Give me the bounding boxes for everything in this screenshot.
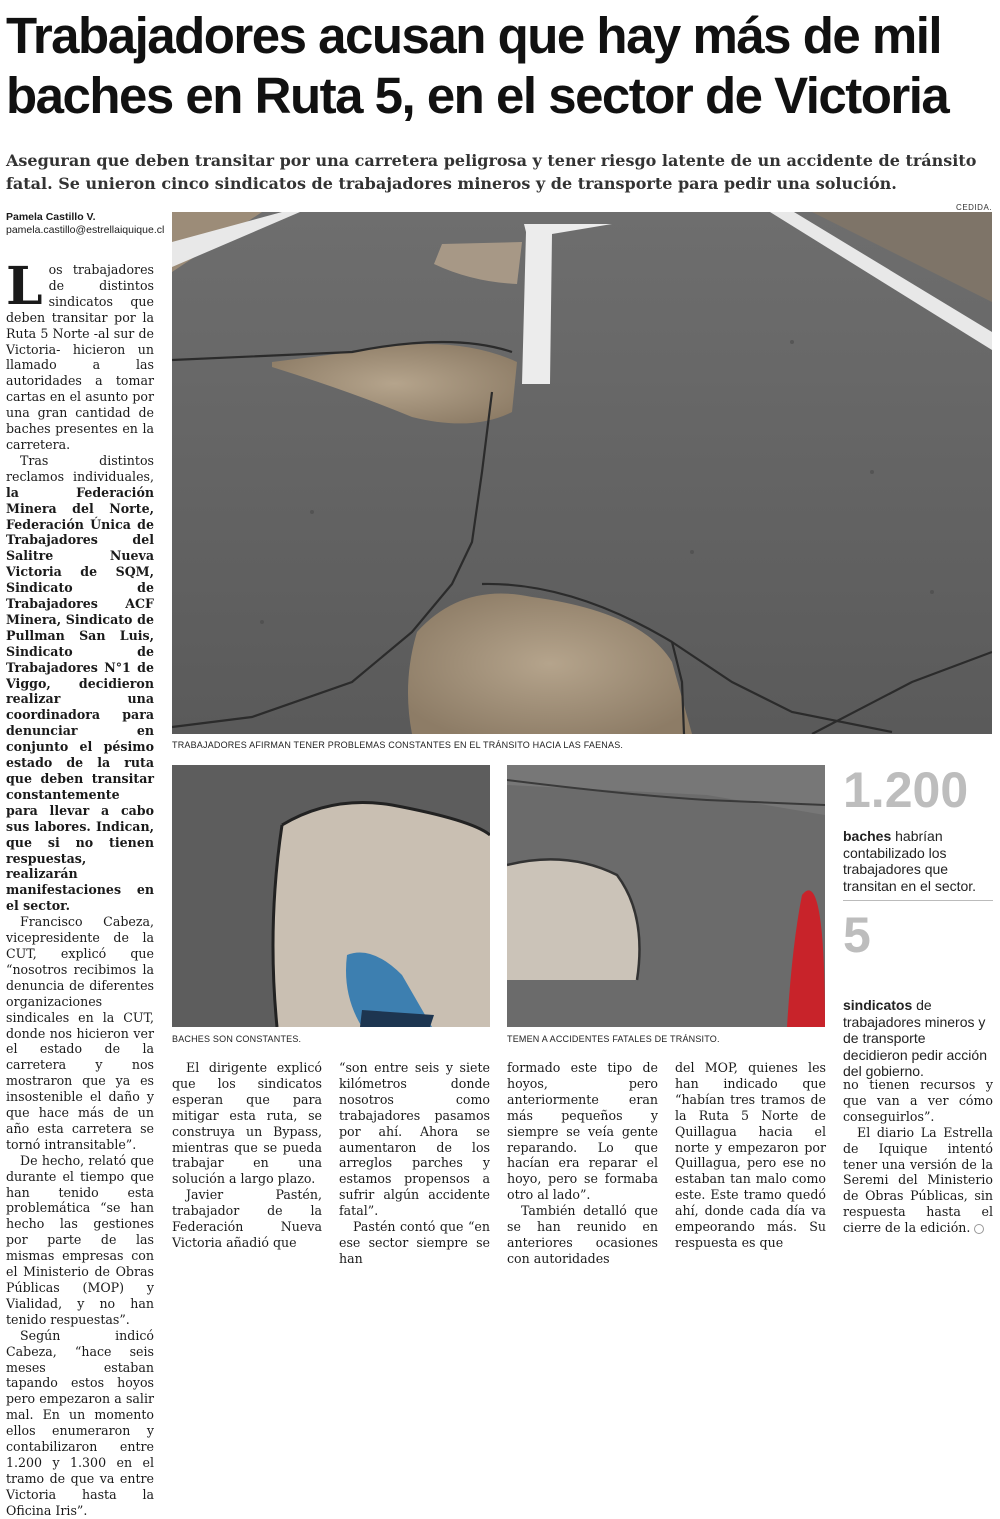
photo-pothole-roadside [507, 765, 825, 1027]
body-column-5 [675, 1060, 826, 1251]
drop-cap: L [6, 256, 43, 317]
body-paragraph: Francisco Cabeza, vicepresidente de la CUT, explicó que “nosotros recibimos la denuncia de diferentes organizaciones sindicales en la CUT, donde nos hicieron ver el estado de la carretera y nos mostraron que ya es insostenible el daño y que hace más de un año esta carretera se tornó intransitable”. [6, 914, 154, 1152]
body-paragraph: El diario La Estrella de Iquique intentó tener una versión de la Seremi del Ministerio de Obras Públicas, sin respuesta hasta el cierre de la edición. [843, 1124, 993, 1236]
main-photo-road-potholes [172, 212, 992, 734]
body-paragraph: Pastén contó que “en ese sector siempre se han [339, 1219, 490, 1266]
author-name: Pamela Castillo V. [6, 211, 96, 223]
body-paragraph: El dirigente explicó que los sindicatos esperan que para mitigar esta ruta, se construya un Bypass, mientras que se pueda trabajar en una solución a largo plazo. [172, 1060, 322, 1187]
headline: Trabajadores acusan que hay más de mil baches en Ruta 5, en el sector de Victoria [6, 7, 949, 124]
body-column-1: Los trabajadores de distintos sindicatos que deben transitar por la Ruta 5 Norte -al sur de Victoria- hicieron un llamado a las autoridades a tomar cartas en el asunto por una gran cantidad de baches presentes en la carretera. Tras distintos reclamos individuales, la Federación Minera del Norte, Federación Única de Trabajadores del Salitre Nueva Victoria de SQM, Sindicato de Trabajadores ACF Minera, Sindicato de Pullman San Luis, Sindicato de Trabajadores N°1 de Viggo, decidieron realizar una coordinadora para denunciar en conjunto el pésimo estado de la ruta que deben transitar constantemente para llevar a cabo sus labores. Indican, que si no tienen respuestas, realizarán manifestaciones en el sector. Francisco Cabeza, vicepresidente de la CUT, explicó que “nosotros recibimos la denuncia de diferentes organizaciones sindicales en la CUT, donde nos hicieron ver el estado de la carretera y nos mostraron que ya es insostenible el daño y que hace más de un año esta carretera se tornó intransitable”. De hecho, relató que durante el tiempo que han tenido esta problemática “se han hecho las gestiones por parte de las mismas empresas con el Ministerio de Obras Públicas (MOP) y Vialidad, y no han tenido respuestas”. Según indicó Cabeza, “hace seis meses estaban tapando estos hoyos pero empezaron a salir mal. En un momento ellos enumeraron y contabilizaron entre 1.200 y 1.300 en el tramo de que va entre Victoria hasta la Oficina Iris”. [6, 256, 154, 1518]
stat-number-sindicatos: 5 [843, 907, 871, 963]
body-paragraph: De hecho, relató que durante el tiempo que han tenido esta problemática “se han hecho las gestiones por parte de las mismas empresas con el Ministerio de Obras Públicas (MOP) y Vialidad, y no han tenido respuestas”. [6, 1152, 154, 1327]
body-paragraph: os trabajadores de distintos sindicatos que deben transitar por la Ruta 5 Norte -al sur de Victoria- hicieron un llamado a las autoridades a tomar cartas en el asunto por una gran cantidad de baches presentes en la carretera. [6, 262, 154, 452]
stat-text-sindicatos: sindicatos de trabajadores mineros y de transporte decidieron pedir acción del gobierno. [843, 997, 987, 1079]
body-paragraph: También detalló que se han reunido en anteriores ocasiones con autoridades [507, 1203, 658, 1266]
right-photo-caption: TEMEN A ACCIDENTES FATALES DE TRÁNSITO. [507, 1034, 720, 1044]
left-photo-caption: BACHES SON CONSTANTES. [172, 1034, 302, 1044]
body-paragraph: “son entre seis y siete kilómetros donde nosotros como trabajadores pasamos por ahí. Ahora se aumentaron de los arreglos parches y estamos propensos a sufrir algún accidente fatal”. [339, 1060, 490, 1219]
photo-credit: CEDIDA. [956, 203, 992, 212]
byline [6, 211, 168, 237]
photo-pothole-with-boot [172, 765, 490, 1027]
subheadline: Aseguran que deben transitar por una carretera peligrosa y tener riesgo latente de un accidente de tránsito fatal. Se unieron cinco sindicatos de trabajadores mineros y de transporte para pedir una solución. [6, 151, 977, 193]
body-paragraph: formado este tipo de hoyos, pero anteriormente eran más pequeños y siempre se veía gente reparando. Lo que hacían era reparar el hoyo, pero se formaba otro al lado”. [507, 1060, 658, 1203]
stat-divider [843, 900, 993, 901]
author-email[interactable]: pamela.castillo@estrellaiquique.cl [6, 224, 165, 236]
body-column-6 [843, 1077, 993, 1236]
body-paragraph: no tienen recursos y que van a ver cómo conseguirlos”. [843, 1077, 993, 1124]
end-of-article-icon [974, 1224, 984, 1234]
stat-text-baches: baches habrían contabilizado los trabajadores que transitan en el sector. [843, 828, 977, 894]
main-photo-caption: TRABAJADORES AFIRMAN TENER PROBLEMAS CONSTANTES EN EL TRÁNSITO HACIA LAS FAENAS. [172, 740, 624, 750]
body-paragraph: Javier Pastén, trabajador de la Federación Nueva Victoria añadió que [172, 1187, 322, 1250]
body-paragraph: del MOP, quienes les han indicado que “habían tres tramos de la Ruta 5 Norte de Quillagua hacia el norte y empezaron por Quillagua, pero ese no estaban tan malo como este. Este tramo quedó ahí, donde cada día va empeorando más. Su respuesta es que [675, 1060, 826, 1250]
body-column-2 [172, 1060, 322, 1251]
unions-list: la Federación Minera del Norte, Federación Única de Trabajadores del Salitre Nueva Victoria de SQM, Sindicato de Trabajadores ACF Minera, Sindicato de Pullman San Luis, Sindicato de Trabajadores N°1 de Viggo, decidieron realizar una coordinadora para denunciar en conjunto el pésimo estado de la ruta que deben transitar constantemente para llevar a cabo sus labores. Indican, que si no tienen respuestas, realizarán manifestaciones en el sector. [6, 484, 154, 914]
body-paragraph: Según indicó Cabeza, “hace seis meses estaban tapando estos hoyos pero empezaron a salir mal. En un momento ellos enumeraron y contabilizaron entre 1.200 y 1.300 en el tramo de que va entre Victoria hasta la Oficina Iris”. [6, 1327, 154, 1518]
body-column-3 [339, 1060, 490, 1267]
stat-number-baches: 1.200 [843, 762, 969, 818]
body-column-4 [507, 1060, 658, 1267]
